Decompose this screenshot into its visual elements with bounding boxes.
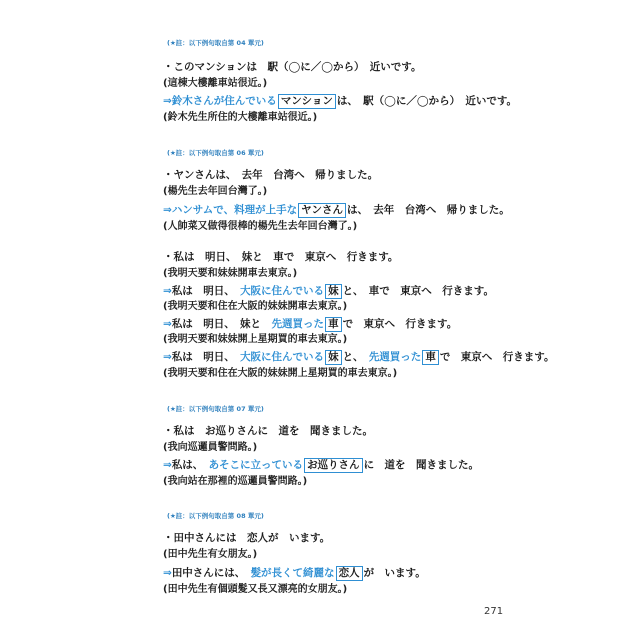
head-noun-box: 妹 <box>325 284 342 299</box>
sentence-rest: が います。 <box>363 567 426 579</box>
sentence-start: 田中さんには、 <box>171 567 241 579</box>
head-noun-box: 妹 <box>325 350 342 365</box>
head-noun-box: マンション <box>278 94 336 109</box>
arrow-icon: ⇒ <box>163 567 172 579</box>
arrow-icon: ⇒ <box>163 95 172 107</box>
source-note: (★註：以下例句取自第 08 單元) <box>167 512 264 520</box>
sentence-start: 私は 明日、 妹と <box>171 318 262 330</box>
sentence-start: 私は、 <box>171 459 199 471</box>
sentence-mid: と、 <box>342 351 359 363</box>
modified-sentence <box>163 94 517 109</box>
modified-sentence <box>163 458 479 473</box>
head-noun-box: 恋人 <box>336 566 363 581</box>
arrow-icon: ⇒ <box>163 351 172 363</box>
modified-sentence <box>163 317 457 332</box>
translation: (田中先生有女朋友。) <box>163 549 258 560</box>
sentence-text: ・田中さんには 恋人が います。 <box>163 532 331 544</box>
modifier-clause: 大阪に住んでいる <box>240 351 325 363</box>
source-note: (★註：以下例句取自第 07 單元) <box>167 405 264 413</box>
example-sentence <box>163 250 398 264</box>
modifier-clause: ハンサムで、料理が上手な <box>171 204 298 216</box>
source-note: (★註：以下例句取自第 04 單元) <box>167 39 264 47</box>
modifier-clause: 大阪に住んでいる <box>240 285 325 297</box>
example-sentence <box>163 424 373 438</box>
sentence-start: 私は 明日、 <box>171 351 230 363</box>
translation: (人帥菜又做得很棒的楊先生去年回台灣了。) <box>163 221 358 232</box>
modified-sentence <box>163 284 494 299</box>
translation: (我明天要和住在大阪的妹妹開上星期買的車去東京。) <box>163 368 398 379</box>
sentence-rest: で 東京へ 行きます。 <box>342 318 458 330</box>
modified-sentence <box>163 566 426 581</box>
sentence-rest: は、 駅（◯に／◯から） 近いです。 <box>336 95 518 107</box>
head-noun-box: 車 <box>325 317 342 332</box>
modified-sentence <box>163 350 554 365</box>
head-noun-box: 車 <box>422 350 439 365</box>
translation: (鈴木先生所住的大樓離車站很近。) <box>163 112 318 123</box>
sentence-text: ・ヤンさんは、 去年 台湾へ 帰りました。 <box>163 169 379 181</box>
arrow-icon: ⇒ <box>163 459 172 471</box>
modifier-clause: 先週買った <box>368 351 422 363</box>
translation: (我向巡邏員警問路。) <box>163 442 258 453</box>
example-sentence <box>163 60 421 74</box>
modified-sentence <box>163 203 510 218</box>
translation: (我明天要和妹妹開上星期買的車去東京。) <box>163 334 348 345</box>
arrow-icon: ⇒ <box>163 285 172 297</box>
modifier-clause: あそこに立っている <box>208 459 304 471</box>
source-note: (★註：以下例句取自第 06 單元) <box>167 149 264 157</box>
sentence-rest: に 道を 聞きました。 <box>363 459 480 471</box>
translation: (這棟大樓離車站很近。) <box>163 78 268 89</box>
sentence-rest: で 東京へ 行きます。 <box>439 351 555 363</box>
arrow-icon: ⇒ <box>163 318 172 330</box>
sentence-text: ・このマンションは 駅（◯に／◯から） 近いです。 <box>163 61 422 73</box>
example-sentence <box>163 168 378 182</box>
sentence-rest: と、 車で 東京へ 行きます。 <box>342 285 494 297</box>
page-number: 271 <box>484 606 504 617</box>
head-noun-box: お巡りさん <box>304 458 363 473</box>
example-sentence <box>163 531 330 545</box>
sentence-text: ・私は 明日、 妹と 車で 東京へ 行きます。 <box>163 251 399 263</box>
translation: (我向站在那裡的巡邏員警問路。) <box>163 476 308 487</box>
translation: (楊先生去年回台灣了。) <box>163 186 268 197</box>
arrow-icon: ⇒ <box>163 204 172 216</box>
translation: (我明天要和住在大阪的妹妹開車去東京。) <box>163 301 348 312</box>
modifier-clause: 髪が長くて綺麗な <box>250 567 335 579</box>
translation: (我明天要和妹妹開車去東京。) <box>163 268 298 279</box>
sentence-start: 私は 明日、 <box>171 285 230 297</box>
modifier-clause: 先週買った <box>271 318 325 330</box>
sentence-rest: は、 去年 台湾へ 帰りました。 <box>346 204 510 216</box>
translation: (田中先生有個頭髮又長又漂亮的女朋友。) <box>163 584 348 595</box>
sentence-text: ・私は お巡りさんに 道を 聞きました。 <box>163 425 373 437</box>
head-noun-box: ヤンさん <box>298 203 346 218</box>
modifier-clause: 鈴木さんが住んでいる <box>171 95 277 107</box>
